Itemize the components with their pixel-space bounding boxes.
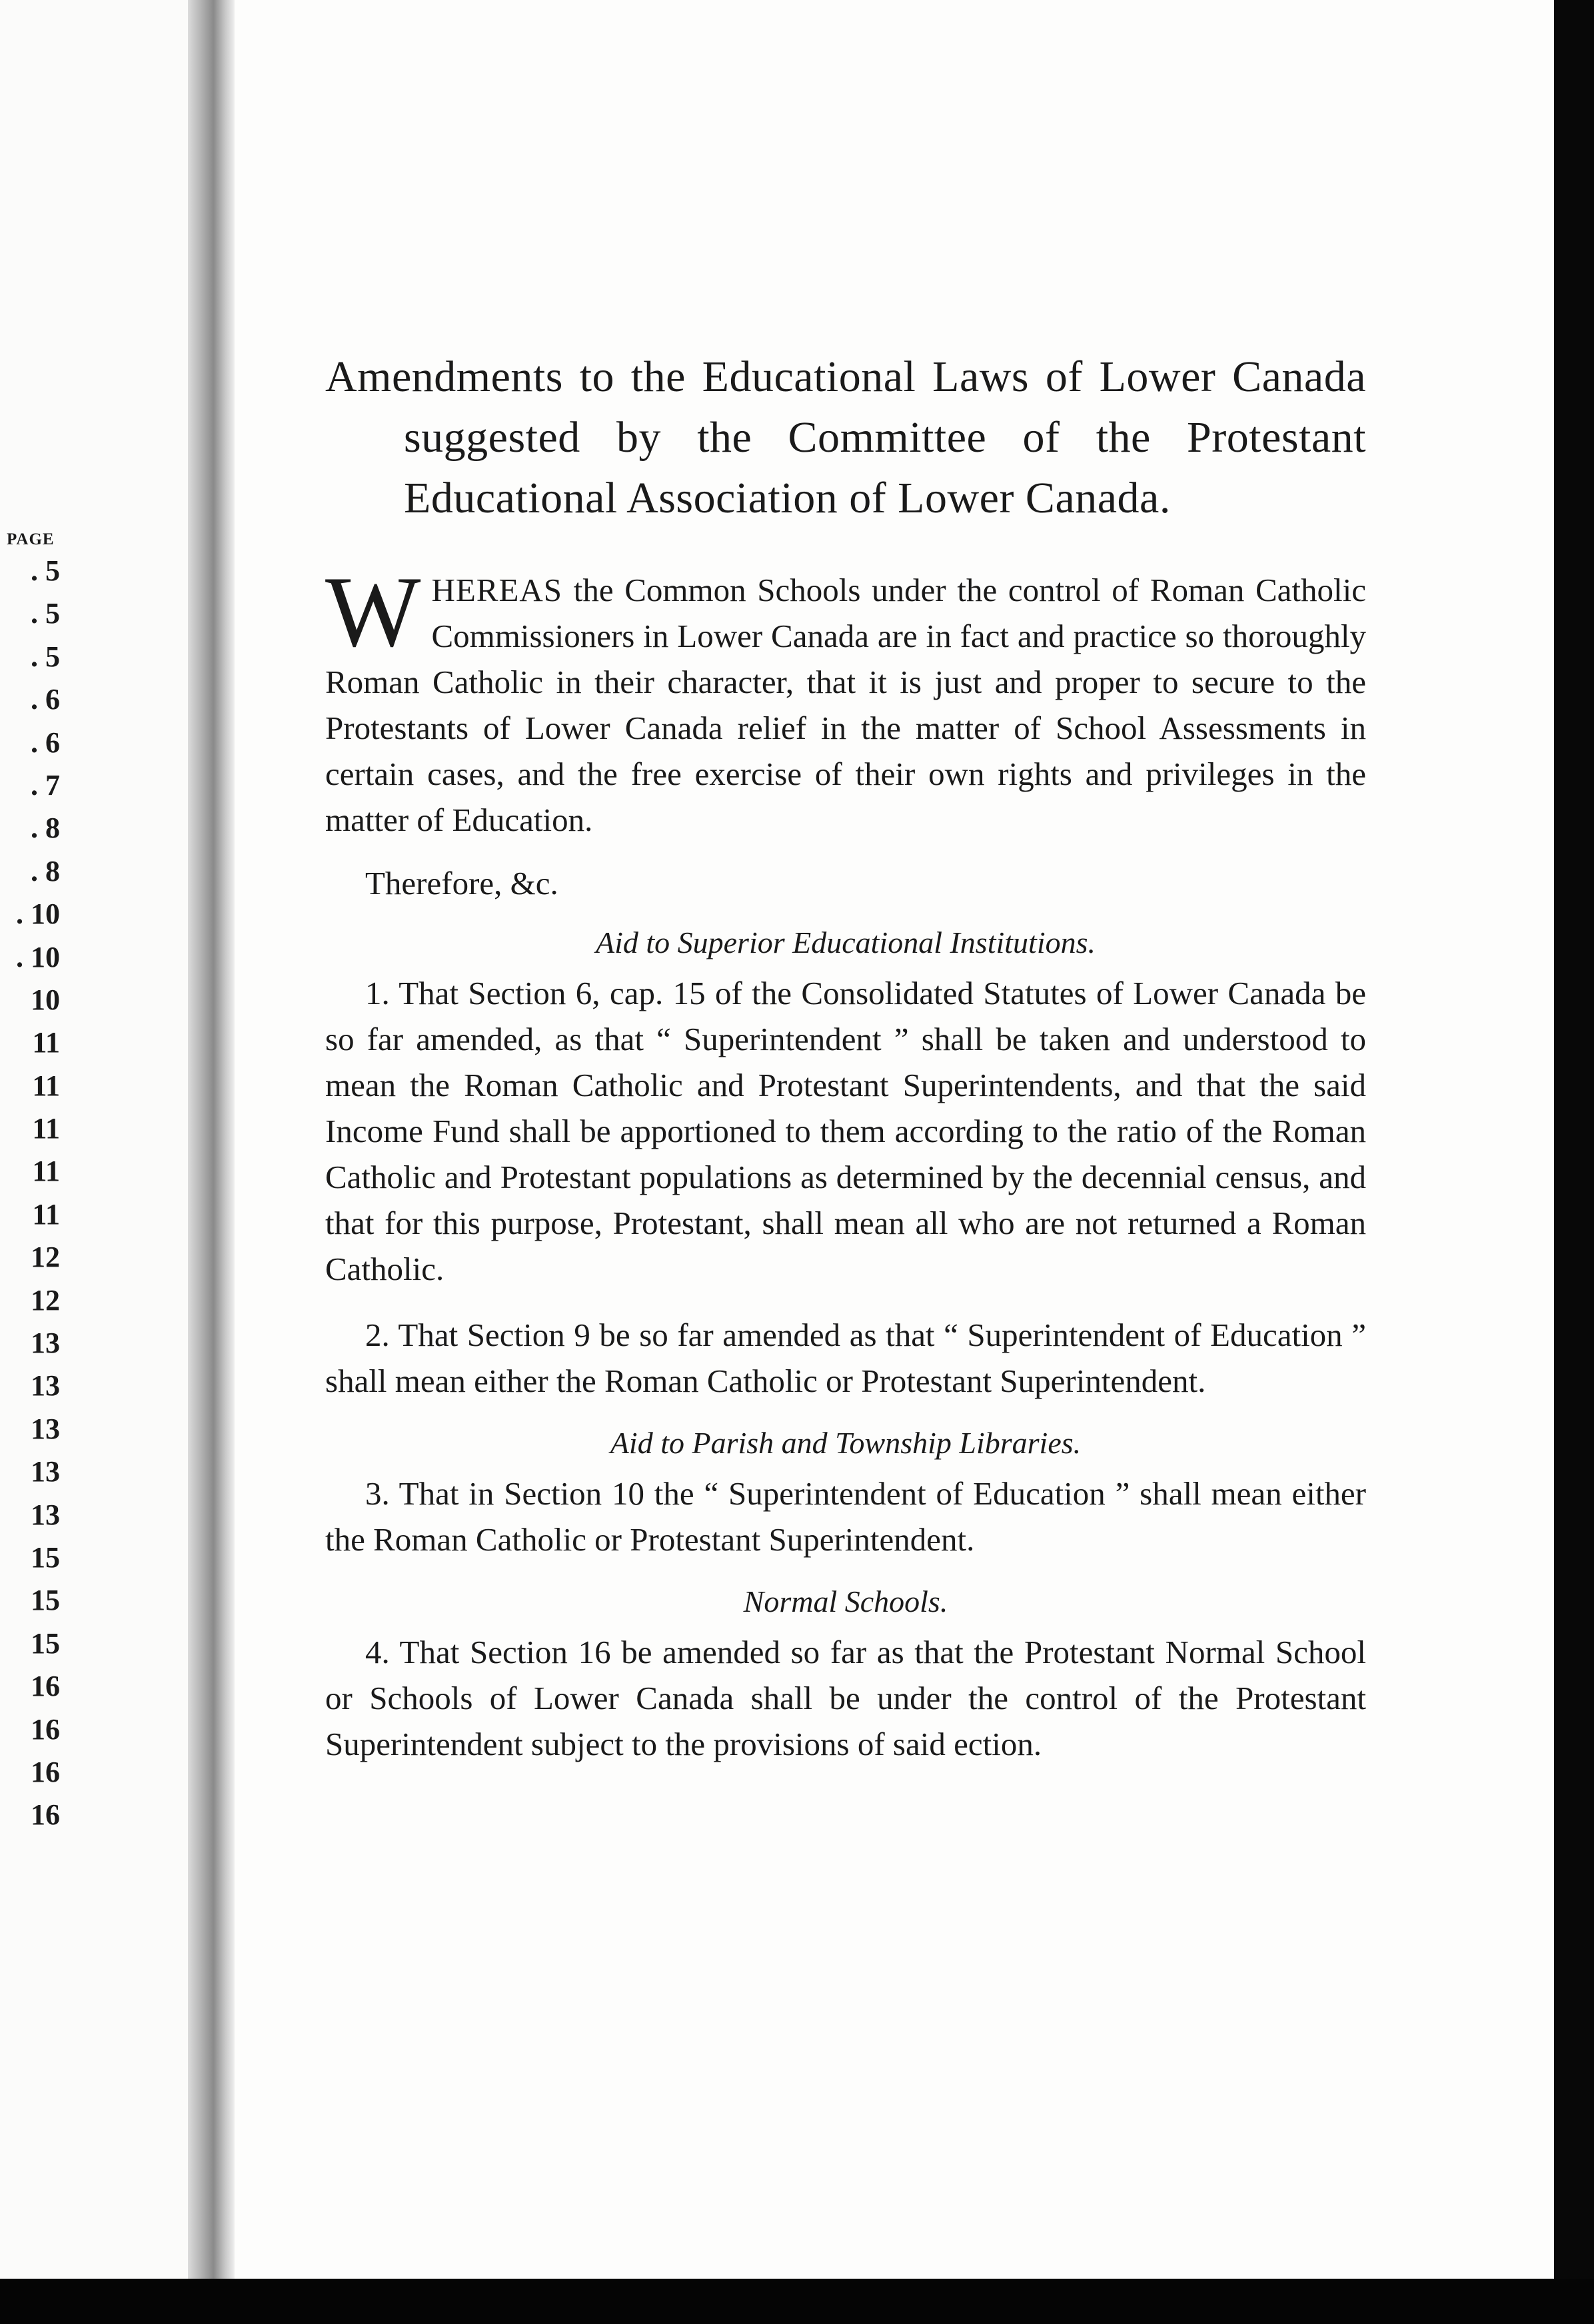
page-number: 12 bbox=[31, 1241, 60, 1274]
page-number: . 7 bbox=[31, 768, 60, 802]
page-number: 16 bbox=[31, 1755, 60, 1788]
page-number: 15 bbox=[31, 1540, 60, 1574]
section-heading: Aid to Superior Educational Institutions. bbox=[595, 925, 1096, 959]
page-number: . 10 bbox=[16, 897, 60, 931]
page-number-column bbox=[0, 530, 73, 1837]
clause-paragraph: 3. That in Section 10 the “ Superintendent of Education ” shall mean either the Roman Catholic or Protestant Superintendent. bbox=[325, 1475, 1366, 1558]
page-number: . 5 bbox=[31, 554, 60, 587]
page-number: 15 bbox=[31, 1626, 60, 1660]
preamble-paragraph bbox=[325, 556, 1366, 843]
page-number: 15 bbox=[31, 1584, 60, 1617]
clause-paragraph: 1. That Section 6, cap. 15 of the Consolidated Statutes of Lower Canada be so far amended, as that “ Superintendent ” shall be taken and understood to mean the Roman Catholic and Protestant Superintendents, and that the said Income Fund shall be apportioned to them according to the ratio of the Roman Catholic and Protestant populations as determined by the decennial census, and that for this purpose, Protestant, shall mean all who are not returned a Roman Catholic. bbox=[325, 975, 1366, 1287]
preamble-text: the Common Schools under the control of Roman Catholic Commissioners in Lower Canada are in fact and practice so thoroughly Roman Catholic in their character, that it is just and proper to secure to the Protestants of Lower Canada relief in the matter of School Assessments in certain cases, and the free exercise of their own rights and privileges in the matter of Education. bbox=[325, 572, 1366, 838]
document-body bbox=[325, 346, 1366, 1767]
page-number: . 6 bbox=[31, 726, 60, 759]
page-number: . 10 bbox=[16, 940, 60, 973]
page-number: 13 bbox=[31, 1455, 60, 1488]
page-number: . 5 bbox=[31, 640, 60, 673]
book-gutter bbox=[188, 0, 235, 2324]
scan-border-bottom bbox=[0, 2279, 1594, 2324]
page-number: 13 bbox=[31, 1327, 60, 1360]
page-number: 12 bbox=[31, 1283, 60, 1317]
page-number: 11 bbox=[32, 1197, 60, 1231]
page-number: . 6 bbox=[31, 683, 60, 716]
page-number: . 5 bbox=[31, 597, 60, 630]
document-title: Amendments to the Educational Laws of Lower Canada suggested by the Committee of the Protestant Educational Association of Lower Canada. bbox=[325, 352, 1366, 522]
page-number: 13 bbox=[31, 1498, 60, 1531]
page-number: . 8 bbox=[31, 812, 60, 845]
page-column-header: PAGE bbox=[7, 530, 55, 548]
page-number: 16 bbox=[31, 1670, 60, 1703]
page-number: . 8 bbox=[31, 854, 60, 887]
clause-paragraph: 4. That Section 16 be amended so far as that the Protestant Normal School or Schools of Lower Canada shall be under the control of the Protestant Superintendent subject to the provisions of said ection. bbox=[325, 1634, 1366, 1762]
drop-cap: W bbox=[325, 556, 421, 668]
therefore-line: Therefore, &c. bbox=[365, 865, 558, 901]
clause-paragraph: 2. That Section 9 be so far amended as that “ Superintendent of Education ” shall mean either the Roman Catholic or Protestant Superintendent. bbox=[325, 1317, 1366, 1399]
page-number: 11 bbox=[32, 1069, 60, 1102]
page-number: 11 bbox=[32, 1155, 60, 1188]
preamble-lead-word: HEREAS bbox=[431, 572, 563, 608]
scan-border-right bbox=[1554, 0, 1594, 2279]
page-number: 13 bbox=[31, 1369, 60, 1403]
facing-page bbox=[0, 0, 188, 2324]
page-number: 16 bbox=[31, 1712, 60, 1746]
page-number: 10 bbox=[31, 983, 60, 1016]
section-heading: Normal Schools. bbox=[743, 1584, 948, 1618]
page-number: 11 bbox=[32, 1026, 60, 1059]
section-heading: Aid to Parish and Township Libraries. bbox=[610, 1426, 1082, 1460]
page-number: 13 bbox=[31, 1412, 60, 1445]
page-number: 11 bbox=[32, 1112, 60, 1145]
page-number: 16 bbox=[31, 1798, 60, 1832]
